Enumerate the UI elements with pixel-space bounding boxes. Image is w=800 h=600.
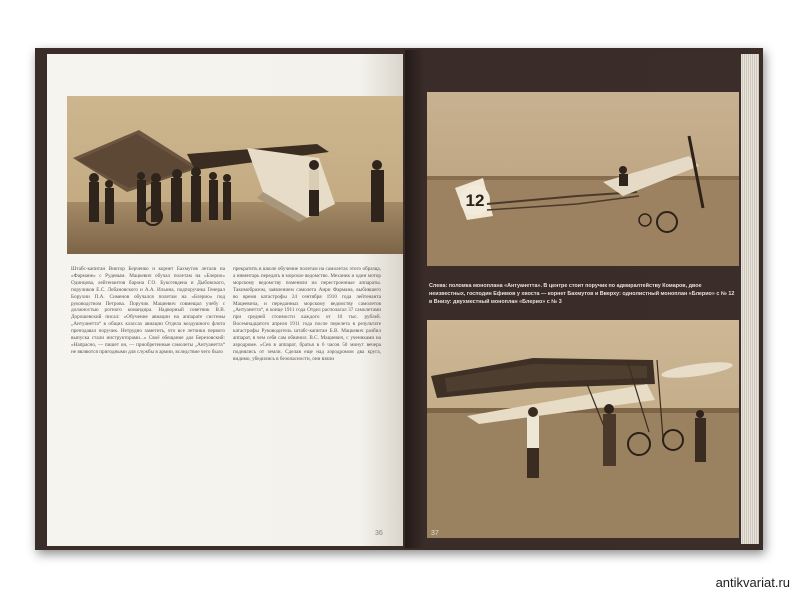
bleriot-12-photo — [427, 92, 739, 266]
page-edges — [741, 54, 759, 544]
left-page — [47, 54, 403, 546]
photo-sepia-scene — [427, 320, 739, 538]
aircraft-number-label: 12 — [465, 191, 485, 210]
photo-sepia-scene — [427, 92, 739, 266]
photo-caption: Слева: поломка моноплана «Антуанетта». В центре стоит поручик по адмиралтейству Комаров, двое неизвестных, господин Ефимов у хвоста — корнет Бахмутов и Вверху: однолистный моноплан «Блерио» с № 12 в Внизу: двухместный моноплан «Блерио» с № 3 — [429, 283, 735, 305]
bleriot-3-photo — [427, 320, 739, 538]
left-page-number: 36 — [375, 530, 383, 537]
open-book — [35, 48, 765, 552]
photo-sepia-scene — [67, 96, 403, 254]
right-column-text: прекратить в школе обучение полетам на самолетах этого образца, а инвентарь передать в морское ведомство. Механик и один мотор морскому ведомству поменяли на перестроенные аппараты. Такимобразом, заявлением самолета Анри Фармана, выбившего во время катастрофы 24 сентября 1910 года лейтенанта Мацеевича, и переданных морскому ведомству самолетов „Антуанетта“, в конце 1911 года Отдел располагал 37 самолетами при средней стоимости каждого от 10 тыс. рублей. Восемнадцатого апреля 1911 года после перелета в результате катастрофы Руководитель штабс-капитан Б.В. Мацкевич разбил аппарат, в чем себя сам обвинил. В.С. Мациевич, с учениками на аэродроме. «Сев в аппарат, братья в 6 часов 50 минут вечера поднялись от земли. Сделав еще над аэродромом два круга, видимо, убедились в безопасности, они взяли — [233, 266, 381, 362]
right-page — [405, 50, 741, 548]
right-page-number: 37 — [431, 530, 439, 537]
antoinette-crash-photo — [67, 96, 403, 254]
site-watermark: antikvariat.ru — [715, 575, 790, 590]
left-column-text: Штабс-капитан Виктор Берченко и корнет Бахмутов летали на «Фармане» с Рудевым. Мацкевич обучал полетам на «Блерио» Одинцова, лейтенантов барона Г.О. Буксгевдена и Дыбовского, поручиков Е.С. Лобановского и А.А. Ильина, подпоручика Генерал Борухин П.А. Сименов обучался полетам на «Блерио» под руководством Петрова. Поручик Мациевич совмещал учебу с должностью ротного командира. Надворный советник В.В. Дорошевский писал: «Обучение авиации на аппарате системы „Антуанетта“ в общих классах авиации Отдела воздушного флота преподавал поручик. Нетрудно заметить, что все летчики первого выпуска стали инструкторами...» Своё обещание дал Березовский: «Напрасно, — пишет он, — приобретенные самолеты „Антуанетта“ не являются пригодными для службы в армии, вследствие чего было — [71, 266, 225, 355]
